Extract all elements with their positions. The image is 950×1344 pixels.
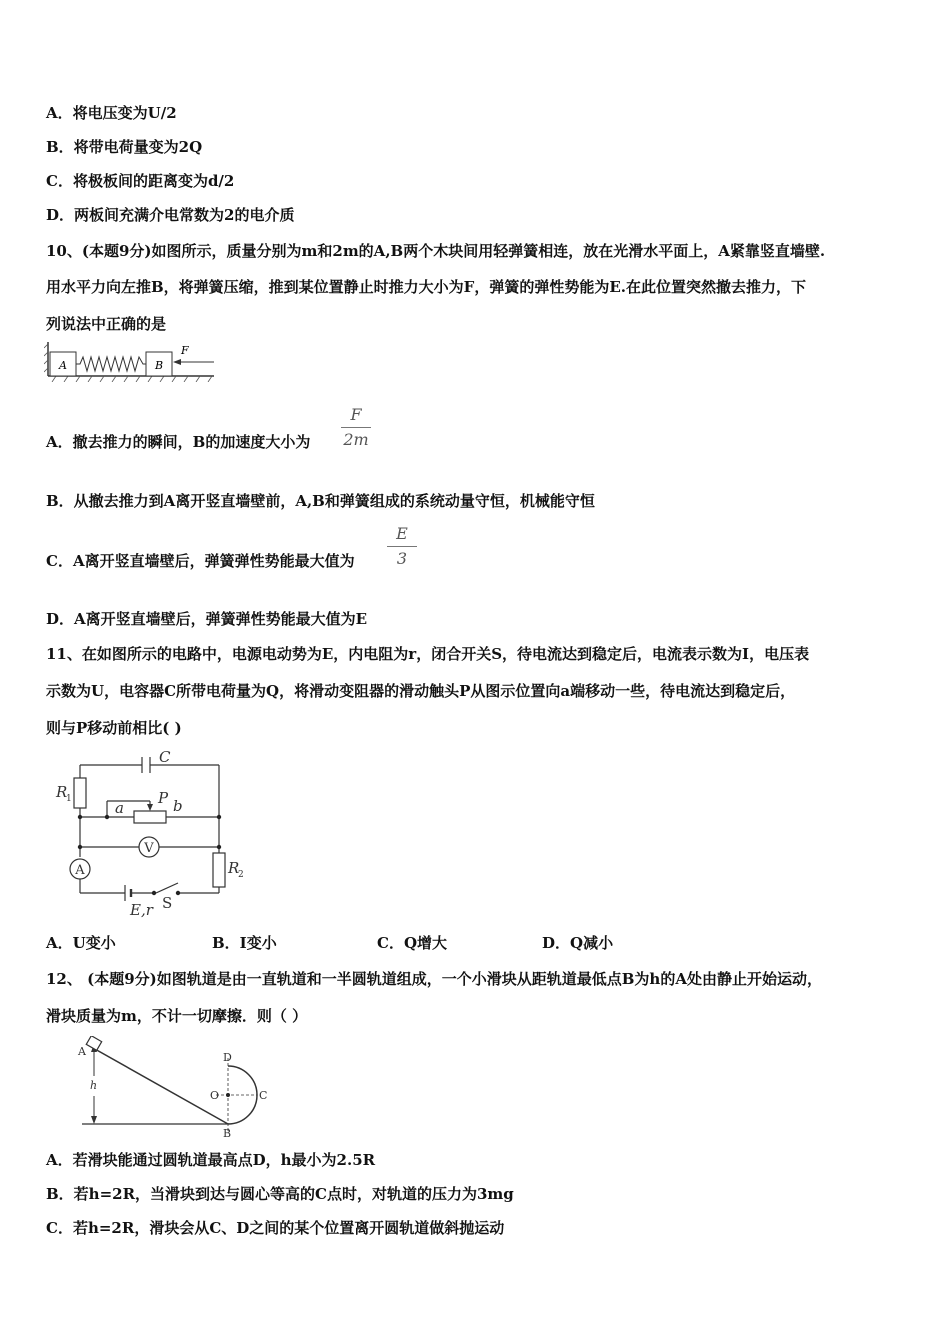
q12-track-figure (70, 1036, 275, 1144)
point-d-label: D (223, 1051, 232, 1064)
q11-option-c: C．Q增大 (377, 934, 448, 952)
r2-subscript: 2 (238, 870, 244, 880)
q11-circuit-figure (52, 745, 257, 924)
q11-stem-line3: 则与P移动前相比( ) (46, 719, 182, 737)
block-a-label: A (59, 359, 67, 372)
slider-p-label: P (158, 789, 169, 807)
fraction-denominator: 2m (343, 430, 369, 449)
q10-stem-line3: 列说法中正确的是 (46, 315, 167, 333)
height-h-label: h (90, 1079, 98, 1092)
r1-subscript: 1 (66, 794, 72, 804)
point-c-label: C (259, 1089, 268, 1102)
q11-stem-line1: 11、在如图所示的电路中，电源电动势为E，内电阻为r，闭合开关S，待电流达到稳定后，电流表示数为I，电压表 (46, 645, 810, 663)
q9-option-d: D．两板间充满介电常数为2的电介质 (46, 206, 295, 224)
r1-label: R (56, 783, 68, 801)
voltmeter-label: V (144, 841, 154, 856)
q10-option-d: D．A离开竖直墙壁后，弹簧弹性势能最大值为E (46, 610, 368, 628)
q12-option-b: B．若h=2R，当滑块到达与圆心等高的C点时，对轨道的压力为3mg (46, 1185, 514, 1203)
q11-stem-line2: 示数为U，电容器C所带电荷量为Q，将滑动变阻器的滑动触头P从图示位置向a端移动一些，待电流达到稳定后， (46, 682, 796, 700)
capacitor-label: C (159, 748, 171, 766)
r2-label: R (228, 859, 240, 877)
block-b-label: B (154, 359, 164, 372)
q10-option-a-fraction (341, 405, 371, 450)
q9-option-c: C．将极板间的距离变为d/2 (46, 172, 235, 190)
q10-spring-figure (44, 340, 219, 386)
source-label: E,r (130, 901, 153, 919)
fraction-denominator: 3 (396, 549, 408, 568)
spring (76, 357, 146, 371)
q12-option-c: C．若h=2R，滑块会从C、D之间的某个位置离开圆轨道做斜抛运动 (46, 1219, 505, 1237)
q11-option-a: A．U变小 (46, 934, 116, 952)
q9-option-a: A．将电压变为U/2 (46, 104, 177, 122)
point-a-label: A (78, 1045, 86, 1058)
terminal-a-label: a (115, 799, 124, 817)
q11-option-b: B．I变小 (212, 934, 277, 952)
q10-option-a: A．撤去推力的瞬间，B的加速度大小为 (46, 433, 311, 451)
q12-stem-line1: 12、 (本题9分)如图轨道是由一直轨道和一半圆轨道组成，一个小滑块从距轨道最低点B为h的A处由静止开始运动， (46, 970, 822, 988)
fraction-numerator: F (350, 405, 362, 424)
q10-option-c-fraction (387, 524, 417, 569)
slider-block (86, 1036, 101, 1050)
q9-option-b: B．将带电荷量变为2Q (46, 138, 203, 156)
incline-track (86, 1044, 228, 1124)
q11-option-d: D．Q减小 (542, 934, 614, 952)
force-label: F (181, 344, 189, 357)
q10-stem-line2: 用水平力向左推B，将弹簧压缩，推到某位置静止时推力大小为F，弹簧的弹性势能为E.在此位置突然撤去推力，下 (46, 278, 806, 296)
ammeter-label: A (75, 863, 85, 878)
q10-option-c: C．A离开竖直墙壁后，弹簧弹性势能最大值为 (46, 552, 355, 570)
fraction-numerator: E (396, 524, 408, 543)
center-o-label: O (210, 1089, 220, 1102)
q10-stem-line1: 10、(本题9分)如图所示，质量分别为m和2m的A,B两个木块间用轻弹簧相连，放在光滑水平面上，A紧靠竖直墙壁. (46, 242, 826, 260)
point-b-label: B (223, 1127, 232, 1140)
terminal-b-label: b (173, 797, 183, 815)
q12-option-a: A．若滑块能通过圆轨道最高点D，h最小为2.5R (46, 1151, 376, 1169)
switch-label: S (162, 894, 173, 912)
q12-stem-line2: 滑块质量为m，不计一切摩擦．则（ ） (46, 1007, 308, 1025)
q10-option-b: B．从撤去推力到A离开竖直墙壁前，A,B和弹簧组成的系统动量守恒，机械能守恒 (46, 492, 595, 510)
